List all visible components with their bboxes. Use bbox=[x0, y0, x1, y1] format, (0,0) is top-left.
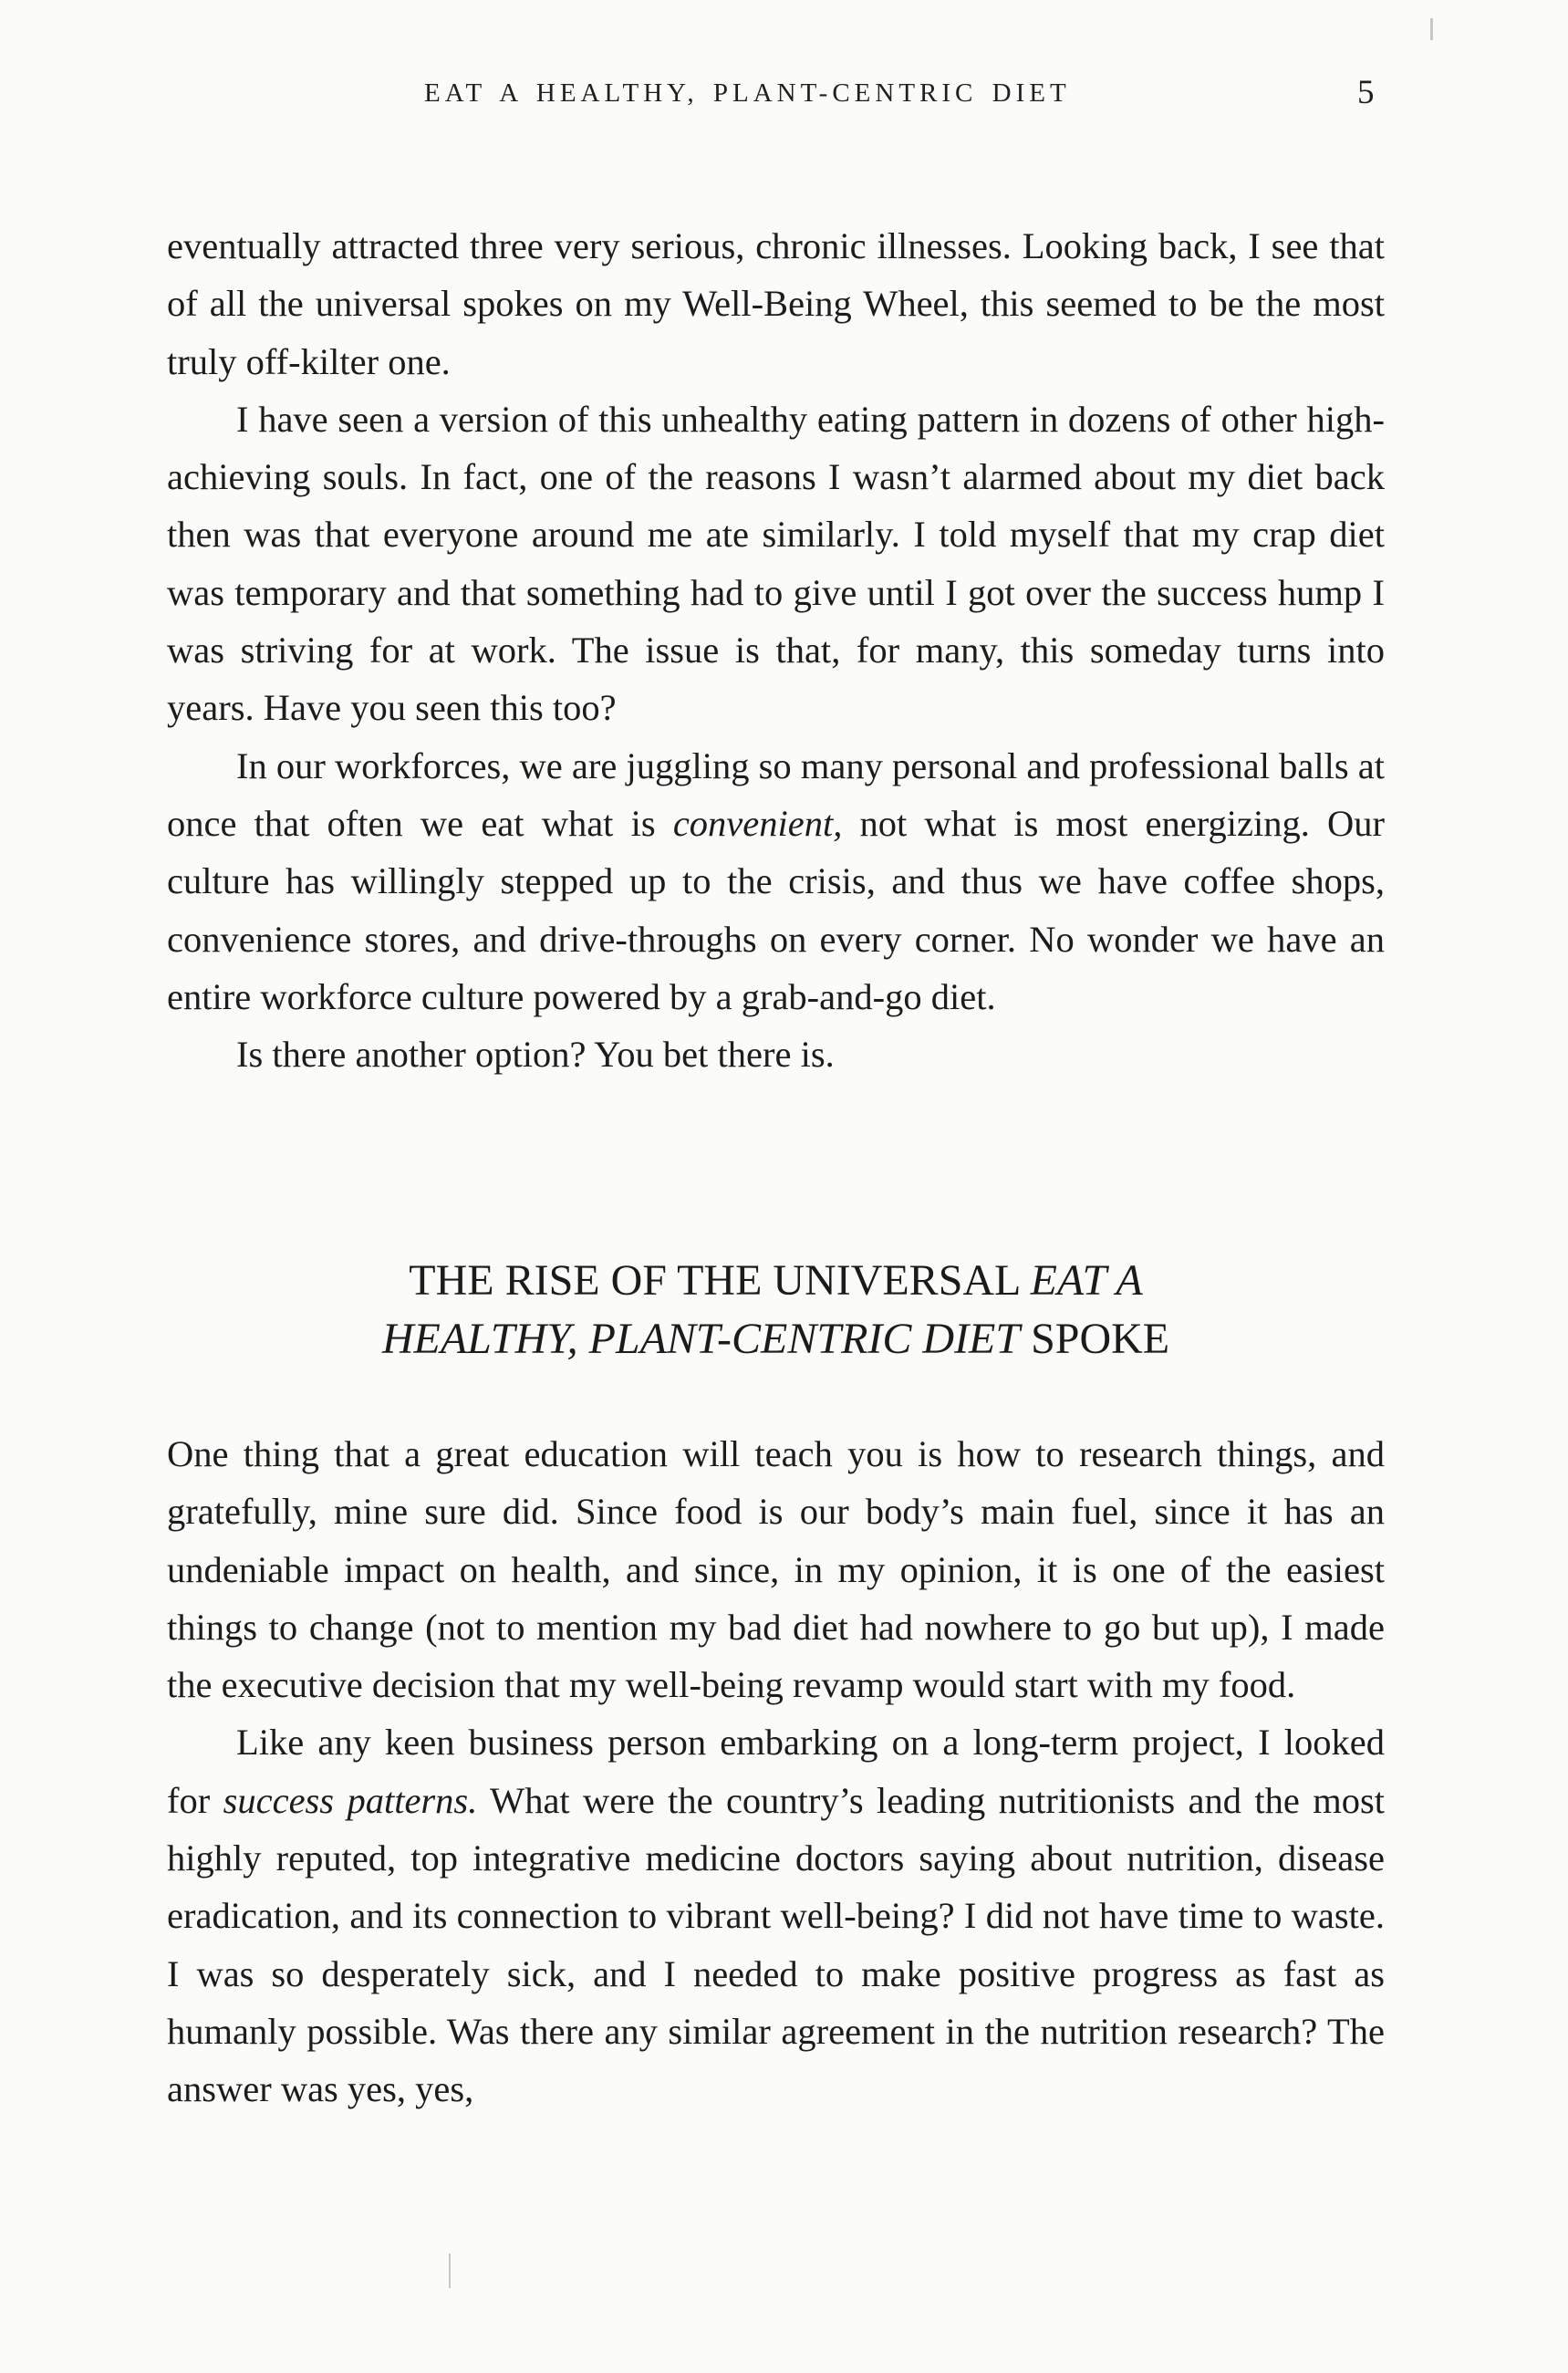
body-text-bottom bbox=[167, 1425, 1385, 2118]
paragraph-continued: eventually attracted three very serious, chronic illnesses. Looking back, I see that of all the universal spokes on my Well-Being Wheel, this seemed to be the most truly off-kilter one. bbox=[167, 225, 1385, 382]
emphasis-convenient: convenient, bbox=[672, 802, 843, 844]
heading-line1-plain: THE RISE OF THE UNIVERSAL bbox=[409, 1256, 1031, 1305]
page-number: 5 bbox=[1357, 74, 1375, 111]
section-heading bbox=[167, 1252, 1385, 1369]
paragraph-success-start: Like any keen business person embarking on a long-term project, I looked for bbox=[167, 1722, 1385, 1821]
paragraph-eating-pattern: I have seen a version of this unhealthy eating pattern in dozens of other high-achieving souls. In fact, one of the reasons I wasn’t alarmed about my diet back then was that everyone around me ate similarly. I told myself that my crap diet was temporary and that something had to give until I got over the success hump I was striving for at work. The issue is that, for many, this someday turns into years. Have you seen this too? bbox=[167, 398, 1385, 729]
paragraph-workforces-end: not what is most energizing. Our culture has willingly stepped up to the crisis, and thus we have coffee shops, convenience stores, and drive-throughs on every corner. No wonder we have an entire workforce culture powered by a grab-and-go diet. bbox=[167, 802, 1385, 1017]
body-text-top bbox=[167, 217, 1385, 1083]
paragraph-success-end: What were the country’s leading nutritionists and the most highly reputed, top integrative medicine doctors saying about nutrition, disease eradication, and its connection to vibrant well-being? I did not have time to waste. I was so desperately sick, and I needed to make positive progress as fast as humanly possible. Was there any similar agreement in the nutrition research? The answer was yes, yes, bbox=[167, 1779, 1386, 2110]
heading-line2-plain: SPOKE bbox=[1020, 1315, 1170, 1363]
running-title: EAT A HEALTHY, PLANT-CENTRIC DIET bbox=[424, 78, 1071, 108]
heading-line1-italic: EAT A bbox=[1030, 1256, 1143, 1305]
paragraph-success-patterns bbox=[167, 1713, 1385, 2118]
paragraph-workforces bbox=[167, 737, 1385, 1025]
running-header bbox=[0, 71, 1568, 117]
paragraph-workforces-start: In our workforces, we are juggling so many personal and professional balls at once that often we eat what is bbox=[167, 744, 1385, 844]
emphasis-success-patterns: success patterns. bbox=[223, 1779, 478, 1821]
paragraph-another-option: Is there another option? You bet there is. bbox=[236, 1034, 835, 1076]
paragraph-research: One thing that a great education will teach you is how to research things, and gratefully, mine sure did. Since food is our body’s main fuel, since it has an undeniable impact on health, and since, in my opinion, it is one of the easiest things to change (not to mention my bad diet had nowhere to go but up), I made the executive decision that my well-being revamp would start with my food. bbox=[167, 1433, 1385, 1706]
scan-artifact-mark bbox=[1430, 18, 1433, 40]
scan-artifact-mark bbox=[449, 2253, 451, 2288]
heading-line2-italic: HEALTHY, PLANT-CENTRIC DIET bbox=[381, 1315, 1021, 1363]
